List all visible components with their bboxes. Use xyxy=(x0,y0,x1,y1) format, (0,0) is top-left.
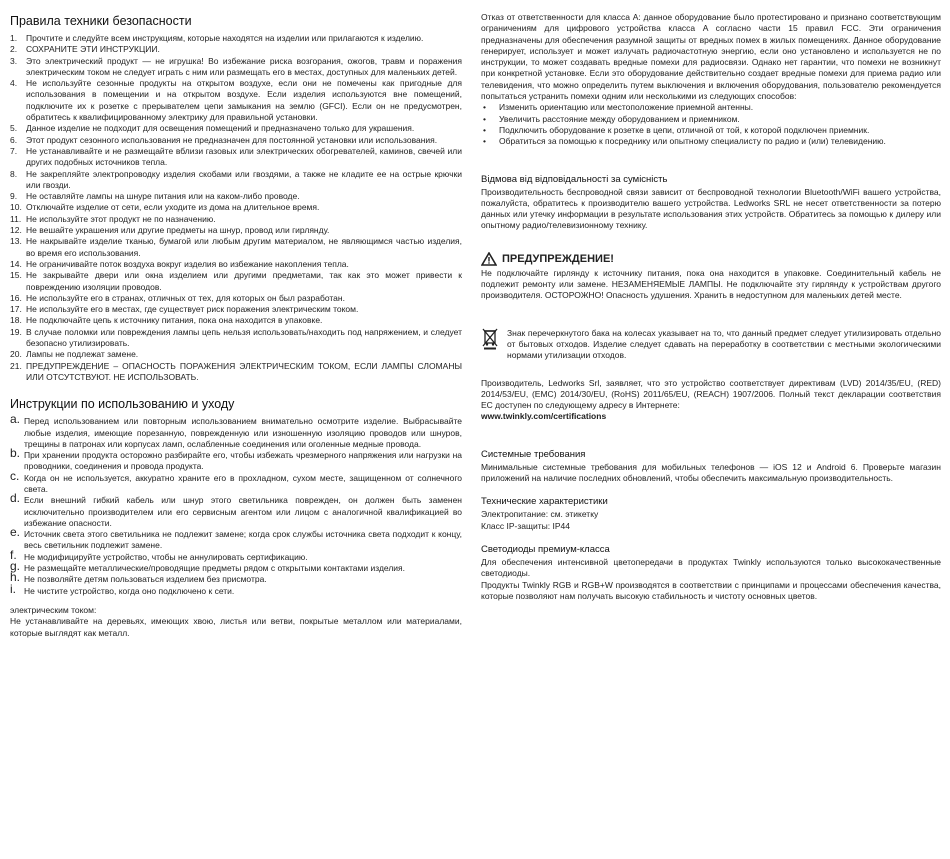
led-text-2: Продукты Twinkly RGB и RGB+W производятся в соответствии с принципами и процессами обеспечения качества, которые позволяют нам получать высокую стабильность и чистоту основных цветов. xyxy=(481,579,941,601)
weee-block xyxy=(481,328,941,362)
safety-rule xyxy=(10,191,462,202)
fcc-bullet: • Увеличить расстояние между оборудованием и приемником. xyxy=(481,114,941,125)
rule-number: 19. xyxy=(10,326,22,337)
safety-rule xyxy=(10,361,462,384)
rule-text: Лампы не подлежат замене. xyxy=(26,349,139,360)
compat-text: Производительность беспроводной связи зависит от беспроводной технологии Bluetooth/WiFi вашего устройства, пожалуйста, обратитесь к производителю вашего устройства. Ledworks SRL не несет ответственности за потерю данных или утечку информации в результате использования этих устройств. Обратитесь за помощью к дилеру или опытному радио/телевизионному технику. xyxy=(481,186,941,231)
care-text: Не чистите устройство, когда оно подключено к сети. xyxy=(24,585,235,596)
certifications-link[interactable]: www.twinkly.com/certifications xyxy=(481,411,607,422)
care-item xyxy=(10,547,462,563)
shock-text: Не устанавливайте на деревьях, имеющих хвою, листья или ветви, покрытые металлом или материалами, которые выглядят как металл. xyxy=(10,616,462,638)
rule-text: Прочтите и следуйте всем инструкциям, которые находятся на изделии или прилагаются к изделию. xyxy=(26,33,424,43)
care-instructions-list xyxy=(10,412,462,597)
rule-text: Данное изделие не подходит для освещения помещений и предназначено только для украшения. xyxy=(26,123,415,134)
rule-number: 15. xyxy=(10,270,22,281)
care-letter: d. xyxy=(10,491,21,506)
safety-rule xyxy=(10,214,462,225)
rule-number: 10. xyxy=(10,202,22,213)
rule-text: Не накрывайте изделие тканью, бумагой или любым другим материалом, не являющимся частью изделия, во время его использования. xyxy=(26,236,462,258)
safety-rule xyxy=(10,135,462,146)
care-letter: f. xyxy=(10,547,17,562)
care-title: Инструкции по использованию и уходу xyxy=(10,397,235,412)
care-text: Не модифицируйте устройство, чтобы не аннулировать сертификацию. xyxy=(24,551,308,562)
compat-title: Відмова від відповідальності за сумісність xyxy=(481,173,668,185)
rule-text: СОХРАНИТЕ ЭТИ ИНСТРУКЦИИ. xyxy=(26,44,160,55)
rule-number: 21. xyxy=(10,360,22,371)
rule-text: Это электрический продукт — не игрушка! Во избежание риска возгорания, ожогов, травм и поражения электрическим током не следует играть с ним или размещать его в местах, доступных для маленьких детей. xyxy=(26,55,462,77)
rule-text: Не закрывайте двери или окна изделием или другими предметами, так как это может привести к повреждению изоляции проводов. xyxy=(26,270,462,292)
rule-text: Не ограничивайте поток воздуха вокруг изделия во избежание накопления тепла. xyxy=(26,258,349,269)
rule-text: ПРЕДУПРЕЖДЕНИЕ – ОПАСНОСТЬ ПОРАЖЕНИЯ ЭЛЕКТРИЧЕСКИМ ТОКОМ, ЕСЛИ ЛАМПЫ СЛОМАНЫ ИЛИ ОТСУТСТВУЮТ. НЕ ИСПОЛЬЗОВАТЬ. xyxy=(26,360,462,382)
right-column xyxy=(481,12,941,602)
rule-number: 18. xyxy=(10,315,22,326)
safety-rule xyxy=(10,236,462,259)
safety-rule xyxy=(10,78,462,123)
safety-rule xyxy=(10,146,462,169)
safety-rule xyxy=(10,44,462,55)
rule-text: Не используйте этот продукт не по назначению. xyxy=(26,213,216,224)
care-text: Перед использованием или повторным использованием внимательно осмотрите изделие. Выбрасывайте любые изделия, имеющие порезанную, поврежденную или изношенную изоляцию проводов или шнуров, трещины в патронах или корпусах ламп, ослабленные соединения или оголенные медные провода. xyxy=(24,416,462,449)
rule-text: Этот продукт сезонного использования не предназначен для постоянной установки или использования. xyxy=(26,134,438,145)
safety-rule xyxy=(10,202,462,213)
led-text-1: Для обеспечения интенсивной цветопередачи в продуктах Twinkly используются только высококачественные светодиоды. xyxy=(481,556,941,579)
safety-rules-list xyxy=(10,33,462,383)
care-item xyxy=(10,446,462,473)
warning-text: Не подключайте гирлянду к источнику питания, пока она находится в упаковке. Соединительный кабель не подлежит ремонту или замене. НЕЗАМЕНЯЕМЫЕ ЛАМПЫ. Не подключайте эту гирлянду к устройствам другого производителя. ОСТОРОЖНО! Опасность удушения. Хранить в недоступном для маленьких детей месте. xyxy=(481,267,941,301)
care-item xyxy=(10,491,462,529)
rule-text: Не оставляйте лампы на шнуре питания или на каком-либо проводе. xyxy=(26,191,300,202)
rule-text: Не устанавливайте и не размещайте вблизи газовых или электрических обогревателей, каминов, свечей или других подобных источников тепла. xyxy=(26,145,462,168)
care-letter: h. xyxy=(10,570,21,585)
safety-rule xyxy=(10,270,462,293)
care-item xyxy=(10,525,462,552)
rule-number: 1. xyxy=(10,33,18,43)
care-letter: b. xyxy=(10,446,21,461)
rule-number: 2. xyxy=(10,44,18,55)
rule-text: Не вешайте украшения или другие предметы на шнур, провод или гирлянду. xyxy=(26,225,330,236)
rule-text: Не закрепляйте электропроводку изделия скобами или гвоздями, а также не кладите ее на острые крючки или гвозди. xyxy=(26,168,462,190)
rule-text: Не используйте его в местах, где существует риск поражения электрическим током. xyxy=(26,304,359,315)
rule-text: В случае поломки или повреждения лампы цепь нельзя использовать/находить под напряжением, и следует безопасно утилизировать. xyxy=(26,326,462,349)
rule-number: 4. xyxy=(10,78,18,89)
warning-heading xyxy=(481,252,941,266)
care-text: Не позволяйте детям пользоваться изделием без присмотра. xyxy=(24,574,267,585)
rule-number: 13. xyxy=(10,236,22,247)
safety-rule xyxy=(10,315,462,326)
care-text: Источник света этого светильника не подлежит замене; когда срок службы источника света подходит к концу, весь светильник подлежит замене. xyxy=(24,529,462,551)
care-text: Когда он не используется, аккуратно храните его в прохладном, сухом месте, защищенном от солнечного света. xyxy=(24,472,462,494)
tech-title: Технические характеристики xyxy=(481,496,608,508)
safety-rule xyxy=(10,259,462,270)
care-text: Если внешний гибкий кабель или шнур этого светильника поврежден, он должен быть заменен исключительно производителем или его сервисным агентом или лицом с аналогичной квалификацией во избежание опасности. xyxy=(24,495,462,528)
rule-number: 7. xyxy=(10,145,18,156)
ce-declaration: Производитель, Ledworks Srl, заявляет, что это устройство соответствует директивам (LVD) 2014/35/EU, (RED) 2014/53/EU, (EMC) 2014/30/EU, (RoHS) 2011/65/EU, (REACH) 1907/2006. Полный текст декларации соответствия ЕС доступен по следующему адресу в Интернете: xyxy=(481,377,941,411)
safety-rule xyxy=(10,327,462,350)
weee-text: Знак перечеркнутого бака на колесах указывает на то, что данный предмет следует утилизировать отдельно от бытовых отходов. Изделие следует сдавать на переработку в соответствии с местными экологическими нормами утилизации отходов. xyxy=(507,327,941,361)
safety-rule xyxy=(10,123,462,134)
safety-rule xyxy=(10,56,462,79)
tech-ip: Класс IP-защиты: IP44 xyxy=(481,520,570,531)
care-letter: e. xyxy=(10,525,21,540)
care-item xyxy=(10,559,462,574)
fcc-bullet: • Подключить оборудование к розетке в цепи, отличной от той, к которой подключен приемник. xyxy=(481,125,941,136)
tech-power: Электропитание: см. этикетку xyxy=(481,509,599,520)
care-letter: g. xyxy=(10,559,21,574)
rule-number: 8. xyxy=(10,168,18,179)
fcc-bullet-list xyxy=(481,102,941,147)
rule-number: 5. xyxy=(10,123,18,134)
rule-number: 12. xyxy=(10,225,22,236)
rule-text: Не подключайте цепь к источнику питания, пока она находится в упаковке. xyxy=(26,315,323,326)
rule-number: 17. xyxy=(10,304,22,315)
led-title: Светодиоды премиум-класса xyxy=(481,543,610,555)
rule-text: Отключайте изделие от сети, если уходите из дома на длительное время. xyxy=(26,202,320,213)
care-item xyxy=(10,570,462,585)
rule-number: 20. xyxy=(10,349,22,360)
safety-rule xyxy=(10,304,462,315)
safety-rule xyxy=(10,33,462,44)
sys-text: Минимальные системные требования для мобильных телефонов — iOS 12 и Android 6. Проверьте магазин приложений на наличие последних обновлений, чтобы обеспечить максимальную производительность. xyxy=(481,461,941,484)
warning-triangle-icon xyxy=(481,252,497,266)
rule-number: 9. xyxy=(10,191,18,202)
safety-rule xyxy=(10,349,462,360)
safety-rule xyxy=(10,225,462,236)
care-letter: c. xyxy=(10,468,20,483)
safety-title: Правила техники безопасности xyxy=(10,14,192,28)
fcc-disclaimer: Отказ от ответственности для класса A: данное оборудование было протестировано и признано соответствующим ограничениям для цифрового устройства класса A согласно части 15 правил FCC. Эти ограничения предназначены для обеспечения разумной защиты от вредных помех в жилых помещениях. Данное оборудование генерирует, использует и может излучать радиочастотную энергию, если оно установлено и используется не по инструкции, то может создавать вредные помехи для радиосвязи. Однако нет гарантии, что помехи не возникнут при конкретной установке. Если это оборудование действительно создает вредные помехи для приема радио или телевидения, что можно определить путем выключения и включения оборудования, пользователю рекомендуется попытаться устранить помехи одним или несколькими из следующих способов: xyxy=(481,12,941,102)
rule-number: 3. xyxy=(10,55,18,66)
rule-number: 11. xyxy=(10,213,22,224)
rule-number: 6. xyxy=(10,134,18,145)
safety-rule xyxy=(10,169,462,192)
rule-number: 16. xyxy=(10,292,22,303)
shock-label: электрическим током: xyxy=(10,604,97,615)
fcc-bullet: • Изменить ориентацию или местоположение приемной антенны. xyxy=(481,102,941,113)
care-letter: i. xyxy=(10,581,16,596)
rule-text: Не используйте сезонные продукты на открытом воздухе, если они не помечены как пригодные для использования в помещении и на открытом воздухе. Если изделия используются вне помещений, подключите их к розетке с прерывателем цепи замыкания на землю (GFCI). Если он не предусмотрен, обратитесь к квалифицированному электрику для правильной установки. xyxy=(26,78,462,123)
care-item xyxy=(10,581,462,597)
left-column xyxy=(10,12,462,639)
care-text: При хранении продукта осторожно разбирайте его, чтобы избежать чрезмерного напряжения или нагрузки на проводники, соединения и провода продукта. xyxy=(24,450,462,472)
care-letter: a. xyxy=(10,412,21,427)
care-item xyxy=(10,412,462,450)
fcc-bullet: • Обратиться за помощью к посреднику или опытному специалисту по радио и (или) телевидению. xyxy=(481,136,941,147)
care-item xyxy=(10,468,462,496)
rule-number: 14. xyxy=(10,258,22,269)
warning-title: ПРЕДУПРЕЖДЕНИЕ! xyxy=(502,252,614,265)
safety-rule xyxy=(10,293,462,304)
rule-text: Не используйте его в странах, отличных от тех, для которых он был разработан. xyxy=(26,292,345,303)
care-text: Не размещайте металлические/проводящие предметы рядом с открытыми контактами изделия. xyxy=(24,563,406,574)
sys-title: Системные требования xyxy=(481,448,586,460)
crossed-bin-icon xyxy=(481,328,499,350)
